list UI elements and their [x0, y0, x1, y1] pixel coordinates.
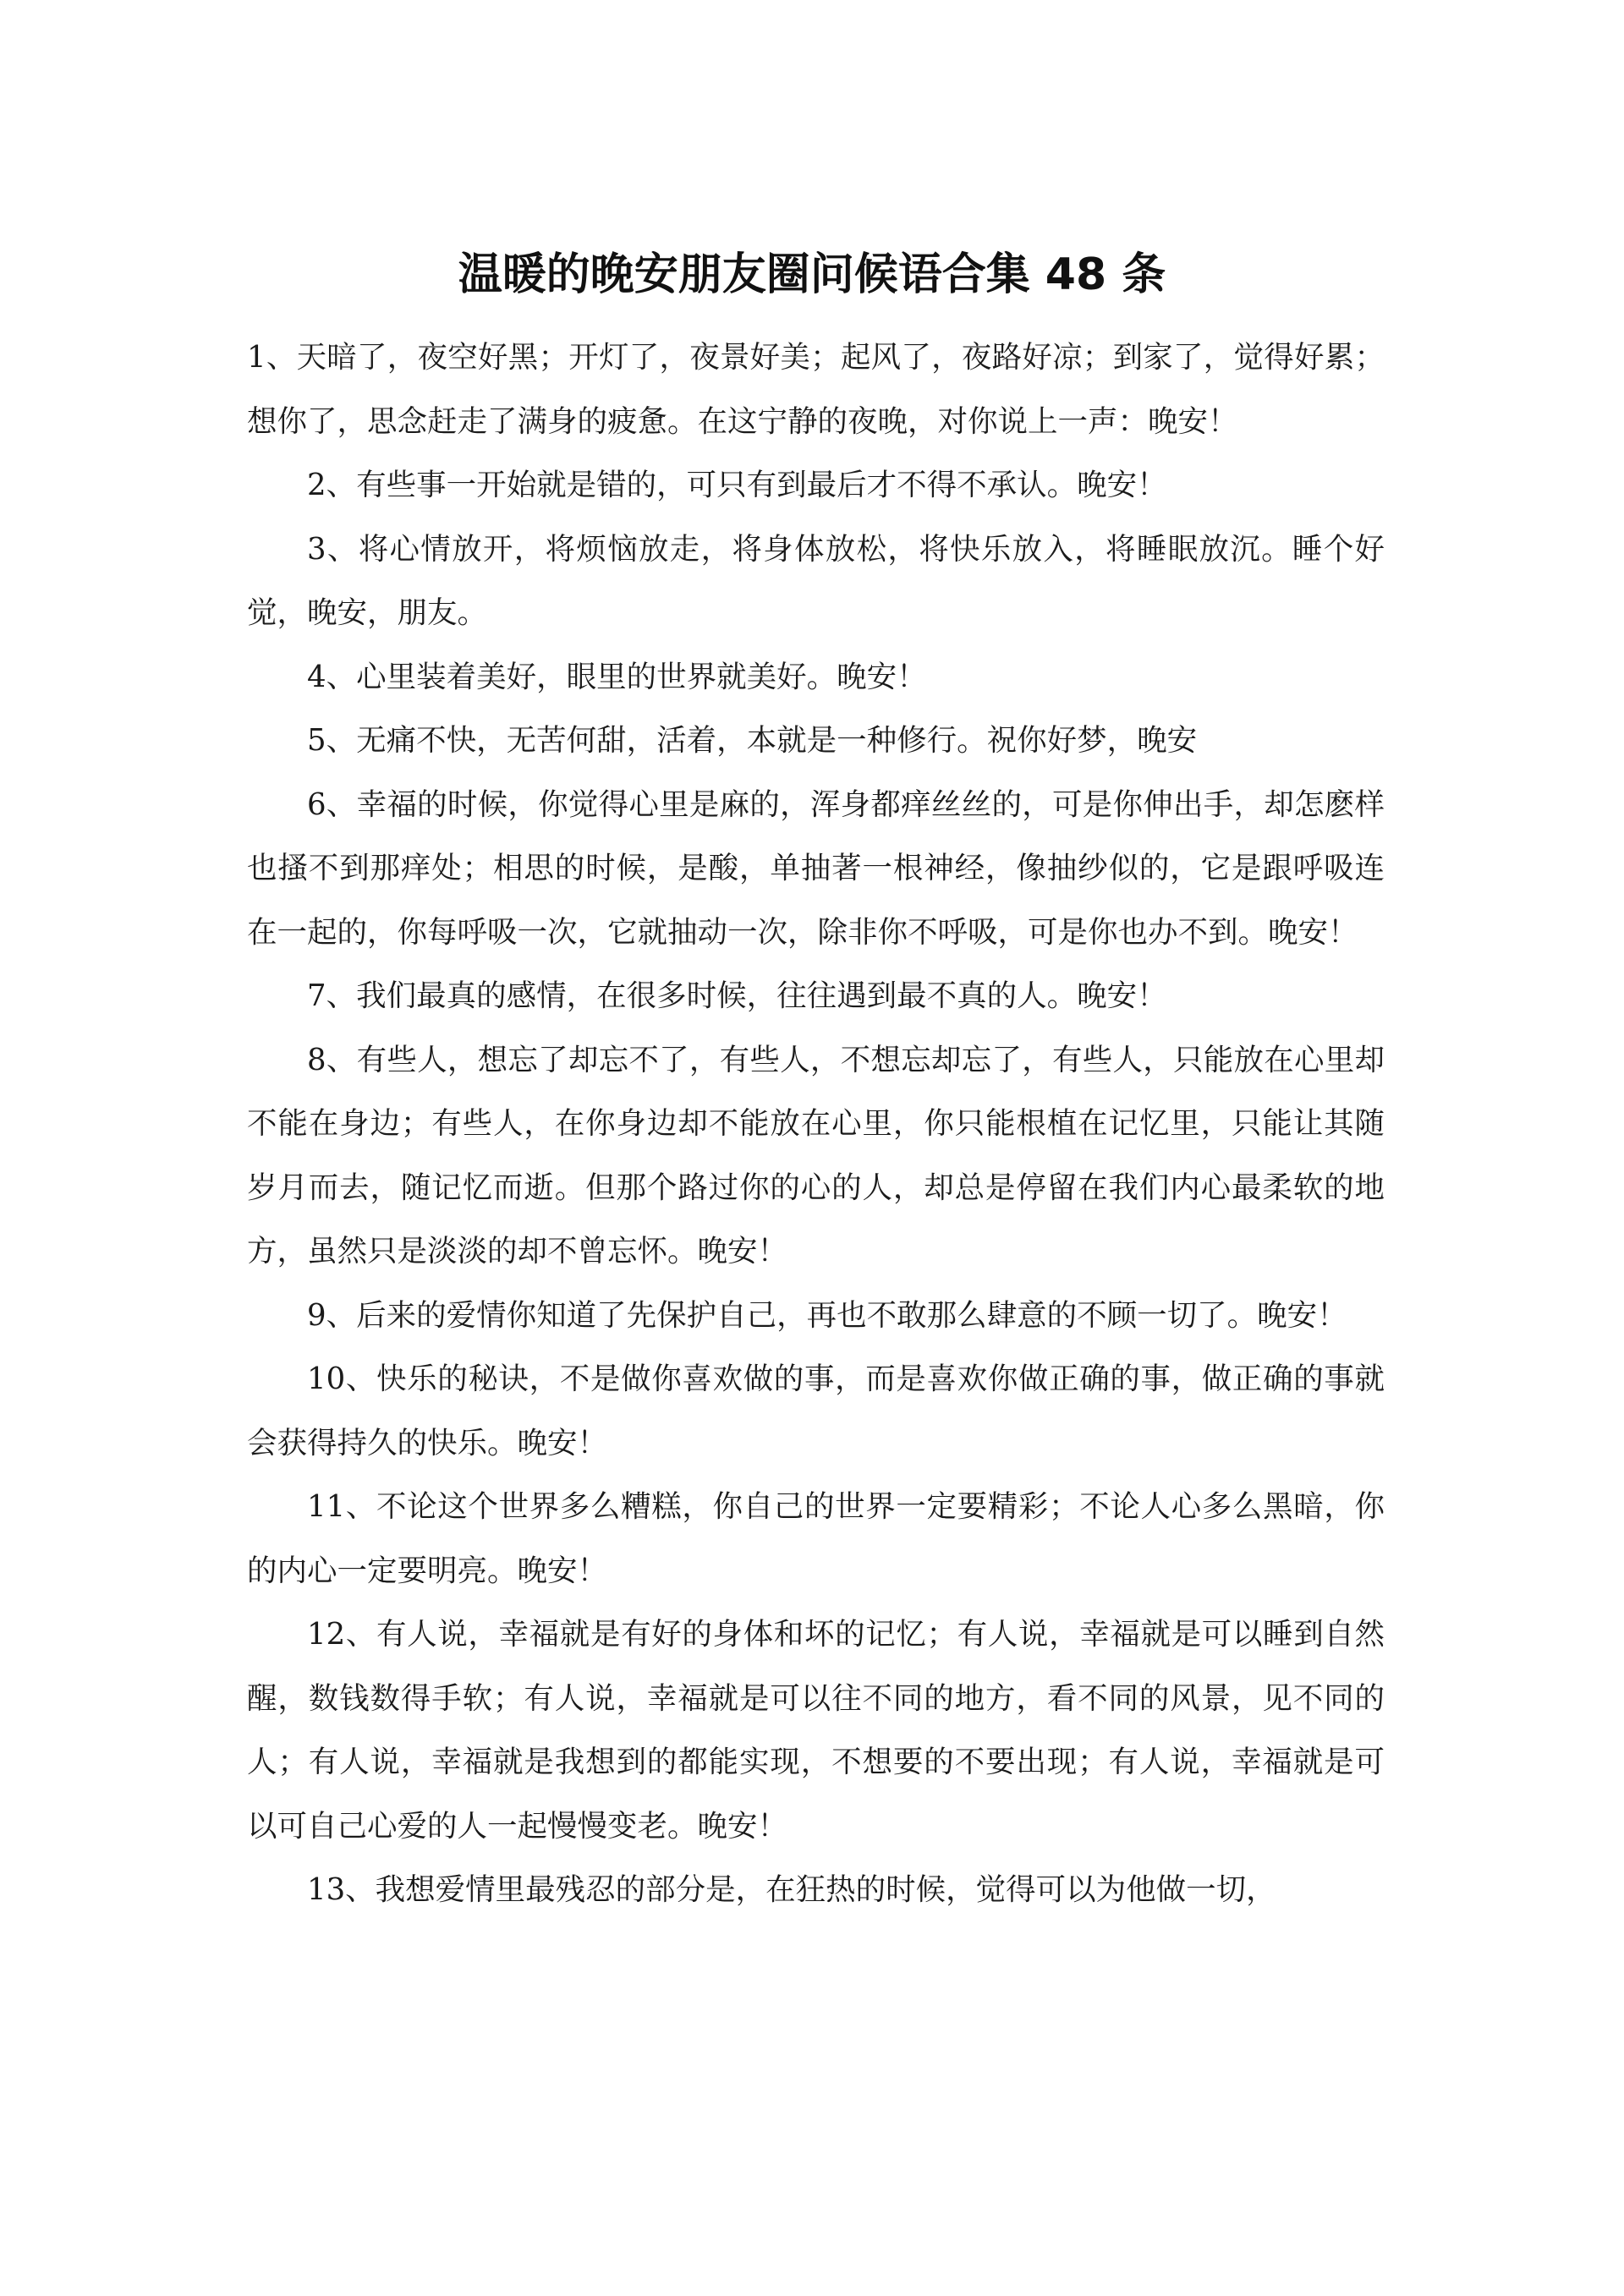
paragraph-9: 9、后来的爱情你知道了先保护自己，再也不敢那么肆意的不顾一切了。晚安！: [307, 1297, 1347, 1333]
paragraph-11: 11、不论这个世界多么糟糕，你自己的世界一定要精彩；不论人心多么黑暗，你的内心一定要明亮。晚安！: [247, 1489, 1385, 1588]
paragraph-2: 2、有些事一开始就是错的，可只有到最后才不得不承认。晚安！: [307, 468, 1167, 502]
document-body: [247, 326, 1385, 1922]
paragraph-3: 3、将心情放开，将烦恼放走，将身体放松，将快乐放入，将睡眠放沉。睡个好觉，晚安，朋友。: [247, 531, 1385, 630]
document-title: 温暖的晚安朋友圈问候语合集 48 条: [458, 249, 1166, 300]
paragraph-4: 4、心里装着美好，眼里的世界就美好。晚安！: [307, 659, 927, 694]
paragraph-5: 5、无痛不快，无苦何甜，活着，本就是一种修行。祝你好梦，晚安: [307, 723, 1198, 758]
paragraph-10: 10、快乐的秘诀，不是做你喜欢做的事，而是喜欢你做正确的事，做正确的事就会获得持久的快乐。晚安！: [247, 1362, 1385, 1460]
paragraph-6: 6、幸福的时候，你觉得心里是麻的，浑身都痒丝丝的，可是你伸出手，却怎麽样也搔不到那痒处；相思的时候，是酸，单抽著一根神经，像抽纱似的，它是跟呼吸连在一起的，你每呼吸一次，它就抽动一次，除非你不呼吸，可是你也办不到。晚安！: [247, 786, 1385, 950]
paragraph-8: 8、有些人，想忘了却忘不了，有些人，不想忘却忘了，有些人，只能放在心里却不能在身边；有些人，在你身边却不能放在心里，你只能根植在记忆里，只能让其随岁月而去，随记忆而逝。但那个路过你的心的人，却总是停留在我们内心最柔软的地方，虽然只是淡淡的却不曾忘怀。晚安！: [247, 1042, 1385, 1269]
paragraph-7: 7、我们最真的感情，在很多时候，往往遇到最不真的人。晚安！: [307, 978, 1167, 1013]
paragraph-12: 12、有人说，幸福就是有好的身体和坏的记忆；有人说，幸福就是可以睡到自然醒，数钱数得手软；有人说，幸福就是可以往不同的地方，看不同的风景，见不同的人；有人说，幸福就是我想到的都能实现，不想要的不要出现；有人说，幸福就是可以可自己心爱的人一起慢慢变老。晚安！: [247, 1617, 1385, 1844]
paragraph-13: 13、我想爱情里最残忍的部分是，在狂热的时候，觉得可以为他做一切，: [307, 1872, 1276, 1907]
paragraph-1: 1、天暗了，夜空好黑；开灯了，夜景好美；起风了，夜路好凉；到家了，觉得好累；想你了，思念赶走了满身的疲惫。在这宁静的夜晚，对你说上一声：晚安！: [247, 340, 1385, 439]
